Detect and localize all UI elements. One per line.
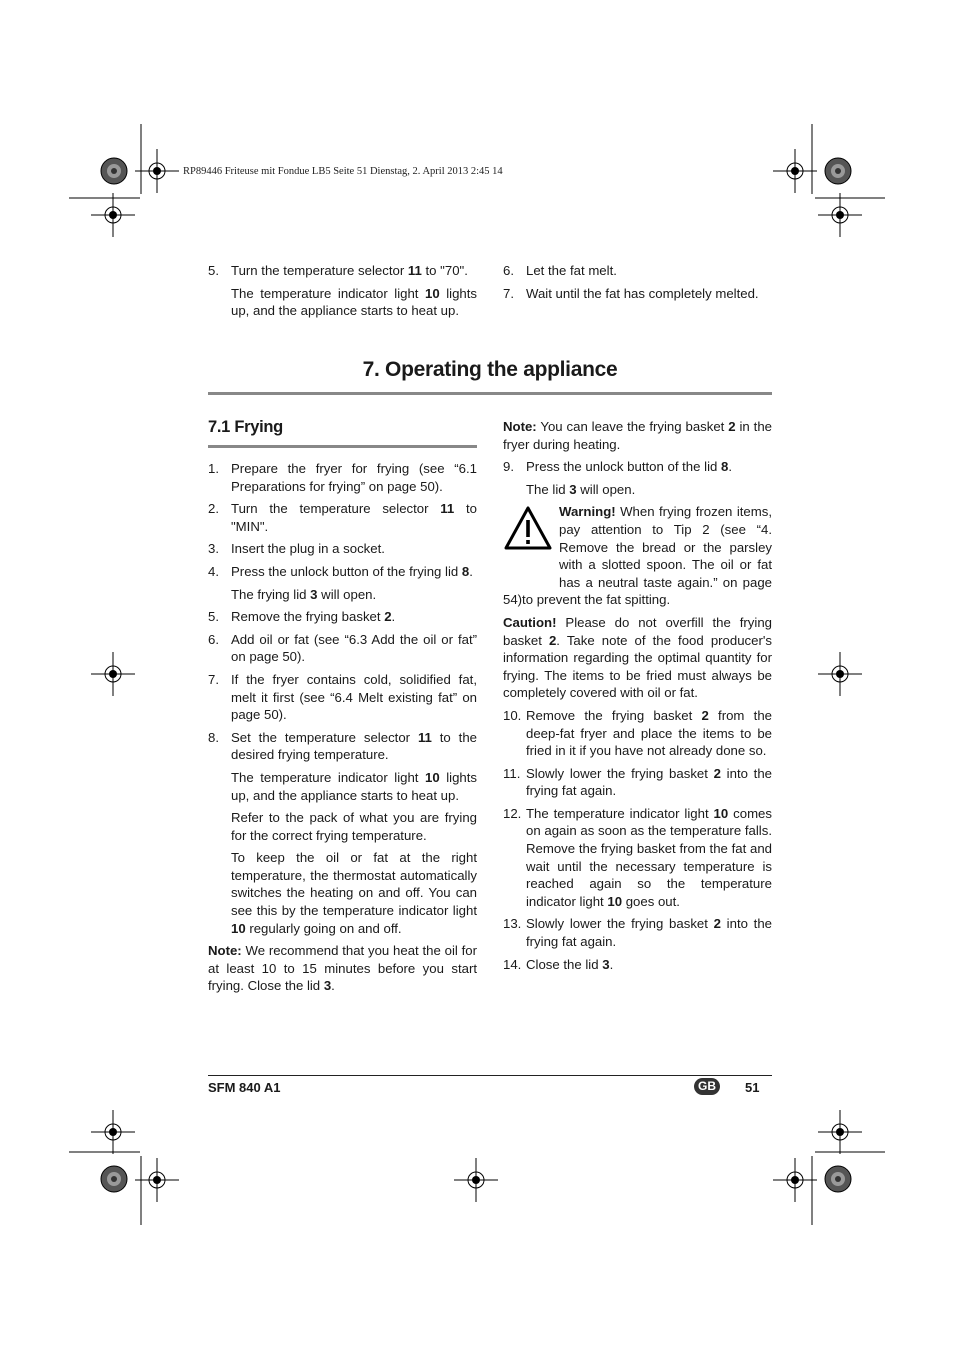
list-item: 2. Turn the temperature selector 11 to "MIN". — [208, 501, 477, 534]
list-item: 7. If the fryer contains cold, solidified fat, melt it first (see “6.4 Melt existing fat” on page 50). — [208, 671, 477, 723]
subsection-title: 7.1 Frying — [208, 418, 283, 436]
list-item: 6. Let the fat melt. — [503, 263, 617, 278]
section-title: 7. Operating the appliance — [362, 358, 618, 381]
caution-paragraph: Caution! Please do not overfill the frying basket 2. Take note of the food producer's information regarding the optimal quantity for frying. The items to be fried must always be completely covered with oil or fat. — [503, 614, 772, 701]
list-item: 10. Remove the frying basket 2 from the deep-fat fryer and place the items to be fried in it if you have not already done so. — [503, 707, 772, 759]
top-right-column — [503, 262, 772, 307]
language-badge: GB — [694, 1078, 720, 1095]
page-number: 51 — [745, 1080, 760, 1095]
warning-block: Warning! When frying frozen items, pay attention to Tip 2 (see “4. Remove the bread or the parsley with a slotted spoon. The oil or fat has a neutral taste again.” on page 54)to prevent the fat spitting. — [503, 504, 772, 608]
list-item: 8. Set the temperature selector 11 to the desired frying temperature. — [208, 729, 477, 763]
list-item: 12. The temperature indicator light 10 comes on again as soon as the temperature falls. Remove the frying basket from the fat and wait until the necessary temperature is reached again so the temperature indicator light 10 goes out. — [503, 805, 772, 909]
list-item: 1. Prepare the fryer for frying (see “6.1 Preparations for frying” on page 50). — [208, 461, 477, 494]
list-item: 3. Insert the plug in a socket. — [208, 541, 385, 557]
list-item: 11. Slowly lower the frying basket 2 into the frying fat again. — [503, 765, 772, 799]
footer-model: SFM 840 A1 — [208, 1080, 281, 1095]
list-item: 5. Remove the frying basket 2. — [208, 609, 396, 625]
list-item: 13. Slowly lower the frying basket 2 into the frying fat again. — [503, 916, 772, 950]
list-item: 7. Wait until the fat has completely melted. — [503, 285, 759, 301]
subsection-divider — [208, 445, 477, 448]
section-divider — [208, 392, 772, 395]
list-item-note: The frying lid 3 will open. — [231, 586, 377, 602]
list-item-note: The lid 3 will open. — [526, 481, 636, 497]
top-left-column — [208, 262, 477, 325]
list-item-note: To keep the oil or fat at the right temperature, the thermostat automatically switches the heating on and off. You can see this by the temperature indicator light 10 regularly going on and off. — [231, 850, 477, 936]
note-paragraph: Note: You can leave the frying basket 2 in the fryer during heating. — [503, 419, 772, 452]
print-job-header: RP89446 Friteuse mit Fondue LB5 Seite 51 Dienstag, 2. April 2013 2:45 14 — [183, 166, 503, 177]
right-column — [503, 418, 772, 978]
list-item: 14. Close the lid 3. — [503, 956, 614, 972]
note-paragraph: Note: We recommend that you heat the oil for at least 10 to 15 minutes before you start frying. Close the lid 3. — [208, 943, 477, 994]
list-item: 6. Add oil or fat (see “6.3 Add the oil or fat” on page 50). — [208, 631, 477, 665]
list-item-note: The temperature indicator light 10 lights up, and the appliance starts to heat up. — [231, 285, 477, 319]
list-item: 5. Turn the temperature selector 11 to "70". — [208, 263, 468, 278]
left-column — [208, 460, 477, 1000]
list-item-note: The temperature indicator light 10 lights up, and the appliance starts to heat up. — [231, 769, 477, 803]
list-item-note: Refer to the pack of what you are frying for the correct frying temperature. — [231, 810, 477, 843]
footer-divider — [208, 1075, 772, 1076]
warning-triangle-icon — [503, 505, 553, 551]
list-item: 4. Press the unlock button of the frying lid 8. — [208, 563, 473, 579]
list-item: 9. Press the unlock button of the lid 8. — [503, 459, 733, 475]
